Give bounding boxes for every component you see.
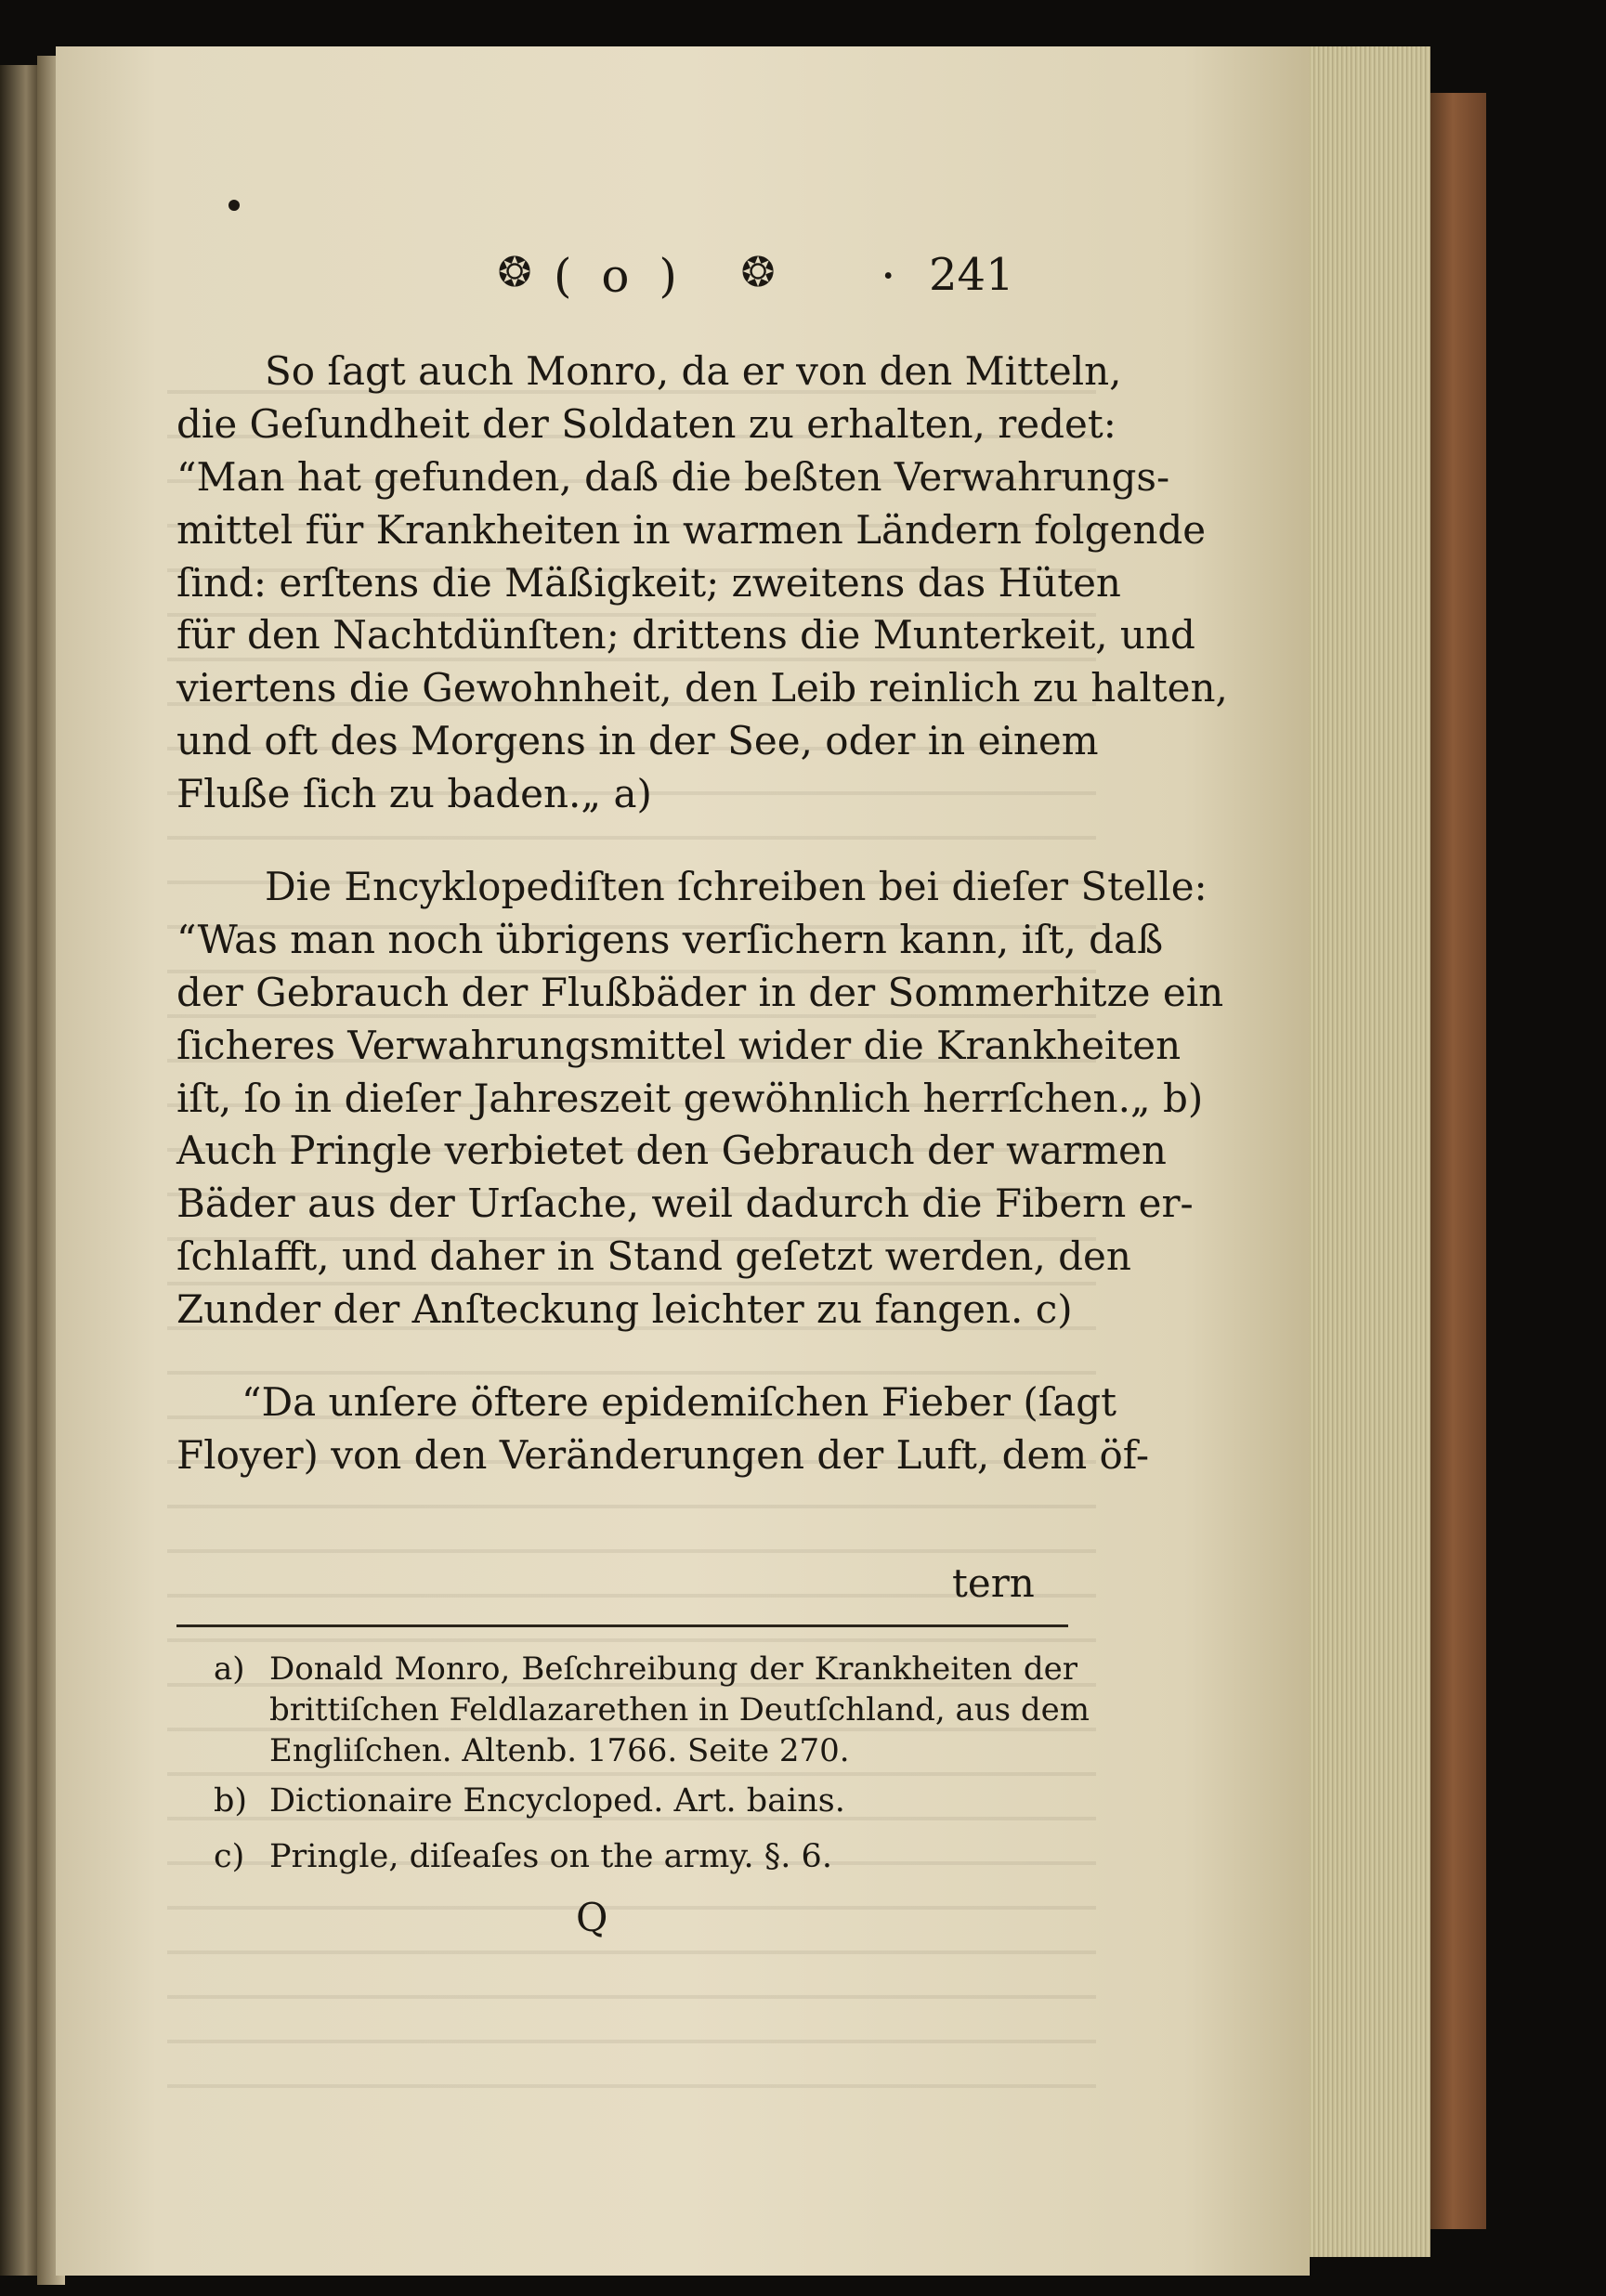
text-line: Zunder der Anſteckung leichter zu fangen. c) — [176, 1286, 1073, 1333]
footnote-label: a) — [214, 1650, 245, 1688]
book-cover-edge — [1430, 93, 1486, 2229]
facing-page-edge — [0, 65, 37, 2276]
text-line: So ſagt auch Monro, da er von den Mitteln, — [265, 348, 1122, 394]
text-line: “Was man noch übrigens verſichern kann, iſt, daß — [176, 916, 1164, 962]
footnotes — [214, 1649, 1090, 1892]
footnote-b — [214, 1781, 1077, 1821]
text-line: mittel für Krankheiten in warmen Ländern folgende — [176, 506, 1207, 553]
signature-mark: Q — [576, 1895, 608, 1940]
footnote-label: b) — [214, 1782, 248, 1820]
text-line: Fluße ſich zu baden.„ a) — [176, 771, 652, 817]
text-line: der Gebrauch der Flußbäder in der Sommerhitze ein — [176, 969, 1224, 1015]
header-dot: · — [881, 249, 896, 305]
text-line: Die Encyklopediſten ſchreiben bei dieſer Stelle: — [265, 864, 1208, 910]
ornament-left-icon: ❂ — [497, 249, 532, 296]
paragraph-2 — [176, 861, 1224, 1337]
text-line: Floyer) von den Veränderungen der Luft, dem öf- — [176, 1431, 1150, 1478]
text-line: die Geſundheit der Soldaten zu erhalten, redet: — [176, 400, 1116, 447]
text-line: und oft des Morgens in der See, oder in einem — [176, 718, 1099, 764]
text-line: ſind: erſtens die Mäßigkeit; zweitens das Hüten — [176, 559, 1121, 606]
text-line: für den Nachtdünſten; drittens die Munterkeit, und — [176, 612, 1195, 659]
footnote-line: Donald Monro, Beſchreibung der Krankheiten der — [269, 1650, 1077, 1688]
footnote-line: Dictionaire Encycloped. Art. bains. — [269, 1782, 845, 1820]
text-line: ſicheres Verwahrungsmittel wider die Krankheiten — [176, 1022, 1182, 1068]
main-text — [176, 346, 1228, 1522]
footnote-a — [214, 1649, 1090, 1771]
text-line: “Man hat gefunden, daß die beßten Verwahrungs- — [176, 453, 1170, 500]
catchword: tern — [952, 1560, 1035, 1606]
ink-dot — [228, 200, 240, 211]
paragraph-1 — [176, 346, 1228, 821]
text-line: Bäder aus der Urſache, weil dadurch die Fibern er- — [176, 1181, 1194, 1227]
running-header — [492, 249, 1087, 305]
footnote-label: c) — [214, 1838, 245, 1875]
text-line: iſt, ſo in dieſer Jahreszeit gewöhnlich herrſchen.„ b) — [176, 1075, 1204, 1121]
footnote-line: brittiſchen Feldlazarethen in Deutſchland, aus dem — [269, 1691, 1090, 1729]
text-line: “Da unſere öftere epidemiſchen Fieber (ſagt — [242, 1379, 1117, 1426]
paragraph-3 — [176, 1376, 1150, 1482]
ornament-right-icon: ❂ — [740, 249, 776, 296]
page-number: 241 — [929, 249, 1014, 301]
running-mark: ( o ) — [554, 249, 685, 303]
footnote-line: Pringle, diſeaſes on the army. §. 6. — [269, 1838, 832, 1875]
footnote-line: Engliſchen. Altenb. 1766. Seite 270. — [269, 1732, 850, 1769]
footnote-c — [214, 1836, 1077, 1877]
footnote-rule — [176, 1624, 1068, 1627]
page-edges — [1310, 46, 1430, 2257]
text-line: ſchlafft, und daher in Stand geſetzt werden, den — [176, 1233, 1131, 1280]
text-line: Auch Pringle verbietet den Gebrauch der warmen — [176, 1128, 1167, 1174]
text-line: viertens die Gewohnheit, den Leib reinlich zu halten, — [176, 665, 1228, 711]
